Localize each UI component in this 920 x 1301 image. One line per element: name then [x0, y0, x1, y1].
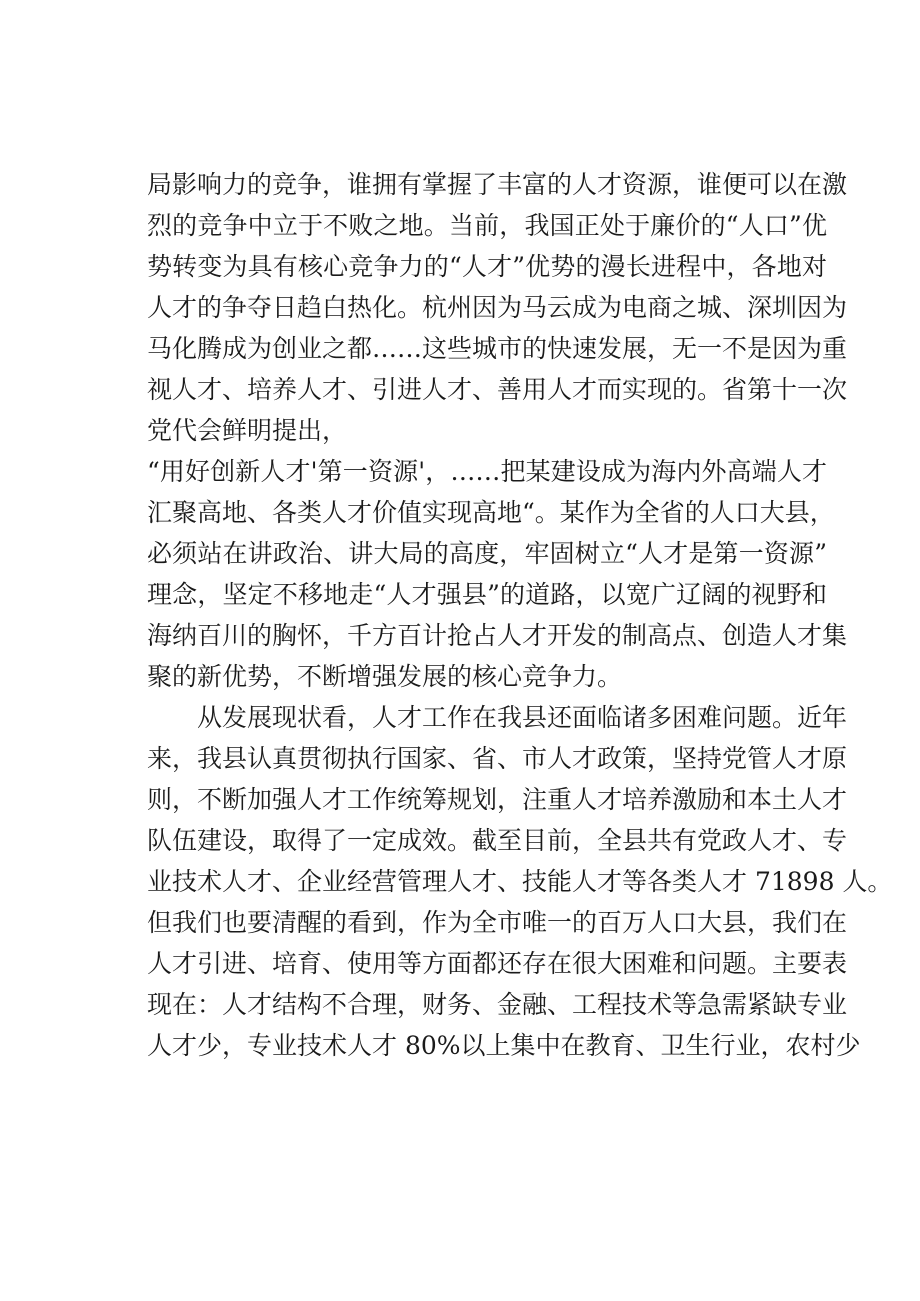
text-line: 视人才、培养人才、引进人才、善用人才而实现的。省第十一次	[147, 375, 848, 404]
text-line: 党代会鲜明提出，	[147, 416, 348, 445]
text-line: 烈的竞争中立于不败之地。当前，我国正处于廉价的“人口”优	[147, 211, 827, 240]
text-line: 理念，坚定不移地走“人才强县”的道路，以宽广辽阔的视野和	[147, 580, 827, 609]
text-line: 必须站在讲政治、讲大局的高度，牢固树立“人才是第一资源”	[147, 539, 827, 568]
paragraph-start-line: 从发展现状看，人才工作在我县还面临诸多困难问题。近年	[197, 703, 848, 732]
text-line: 人才少，专业技术人才 80%以上集中在教育、卫生行业，农村少	[147, 1031, 861, 1060]
text-line: 队伍建设，取得了一定成效。截至目前，全县共有党政人才、专	[147, 826, 848, 855]
text-line: 人才的争夺日趋白热化。杭州因为马云成为电商之城、深圳因为	[147, 293, 848, 322]
text-line: 则，不断加强人才工作统筹规划，注重人才培养激励和本土人才	[147, 785, 848, 814]
text-line: 但我们也要清醒的看到，作为全市唯一的百万人口大县，我们在	[147, 908, 848, 937]
body-text	[147, 164, 893, 1066]
text-line: 局影响力的竞争，谁拥有掌握了丰富的人才资源，谁便可以在激	[147, 170, 848, 199]
text-line: “用好创新人才'第一资源'，……把某建设成为海内外高端人才	[147, 457, 827, 486]
text-line: 汇聚高地、各类人才价值实现高地“。某作为全省的人口大县，	[147, 498, 835, 527]
text-line: 业技术人才、企业经营管理人才、技能人才等各类人才 71898 人。	[147, 867, 893, 896]
text-line: 现在：人才结构不合理，财务、金融、工程技术等急需紧缺专业	[147, 990, 848, 1019]
text-line: 来，我县认真贯彻执行国家、省、市人才政策，坚持党管人才原	[147, 744, 848, 773]
text-line: 聚的新优势，不断增强发展的核心竞争力。	[147, 662, 623, 691]
text-line: 势转变为具有核心竞争力的“人才”优势的漫长进程中，各地对	[147, 252, 827, 281]
text-line: 海纳百川的胸怀，千方百计抢占人才开发的制高点、创造人才集	[147, 621, 848, 650]
text-line: 人才引进、培育、使用等方面都还存在很大困难和问题。主要表	[147, 949, 848, 978]
text-line: 马化腾成为创业之都……这些城市的快速发展，无一不是因为重	[147, 334, 848, 363]
